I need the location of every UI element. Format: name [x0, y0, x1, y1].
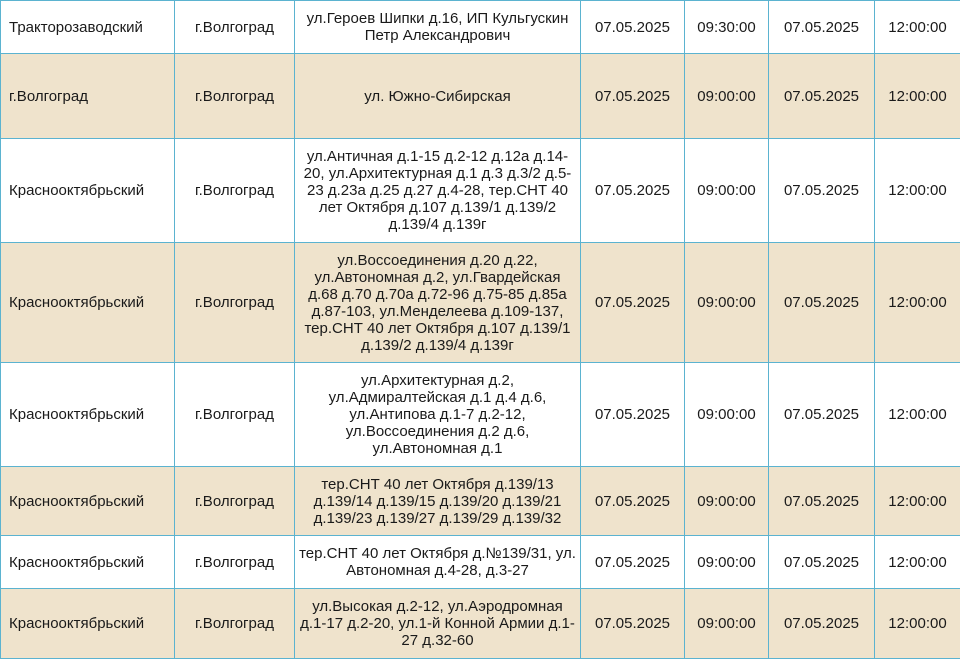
city-cell: г.Волгоград: [175, 243, 295, 363]
start-date-cell: 07.05.2025: [581, 54, 685, 139]
end-date-cell: 07.05.2025: [769, 54, 875, 139]
district-cell: Краснооктябрьский: [1, 363, 175, 467]
district-cell: Краснооктябрьский: [1, 467, 175, 536]
end-date-cell: 07.05.2025: [769, 589, 875, 659]
table-row: [1, 536, 960, 589]
table-body: [1, 1, 960, 659]
district-cell: г.Волгоград: [1, 54, 175, 139]
end-time-cell: 12:00:00: [875, 589, 960, 659]
start-time-cell: 09:30:00: [685, 1, 769, 54]
start-time-cell: 09:00:00: [685, 54, 769, 139]
end-time-cell: 12:00:00: [875, 1, 960, 54]
table-row: [1, 243, 960, 363]
city-cell: г.Волгоград: [175, 1, 295, 54]
end-time-cell: 12:00:00: [875, 363, 960, 467]
end-date-cell: 07.05.2025: [769, 243, 875, 363]
end-time-cell: 12:00:00: [875, 243, 960, 363]
start-date-cell: 07.05.2025: [581, 243, 685, 363]
start-date-cell: 07.05.2025: [581, 363, 685, 467]
address-cell: ул.Высокая д.2-12, ул.Аэродромная д.1-17 д.2-20, ул.1-й Конной Армии д.1-27 д.32-60: [295, 589, 581, 659]
address-cell: ул.Античная д.1-15 д.2-12 д.12а д.14-20, ул.Архитектурная д.1 д.3 д.3/2 д.5-23 д.23а д.25 д.27 д.4-28, тер.СНТ 40 лет Октября д.107 д.139/1 д.139/2 д.139/4 д.139г: [295, 139, 581, 243]
end-date-cell: 07.05.2025: [769, 1, 875, 54]
district-cell: Краснооктябрьский: [1, 536, 175, 589]
city-cell: г.Волгоград: [175, 536, 295, 589]
district-cell: Краснооктябрьский: [1, 589, 175, 659]
start-time-cell: 09:00:00: [685, 139, 769, 243]
table-row: [1, 589, 960, 659]
address-cell: ул. Южно-Сибирская: [295, 54, 581, 139]
district-cell: Краснооктябрьский: [1, 139, 175, 243]
start-time-cell: 09:00:00: [685, 536, 769, 589]
start-time-cell: 09:00:00: [685, 243, 769, 363]
end-time-cell: 12:00:00: [875, 467, 960, 536]
city-cell: г.Волгоград: [175, 54, 295, 139]
district-cell: Краснооктябрьский: [1, 243, 175, 363]
table-row: [1, 139, 960, 243]
end-date-cell: 07.05.2025: [769, 363, 875, 467]
start-date-cell: 07.05.2025: [581, 1, 685, 54]
address-cell: тер.СНТ 40 лет Октября д.139/13 д.139/14 д.139/15 д.139/20 д.139/21 д.139/23 д.139/27 д.139/29 д.139/32: [295, 467, 581, 536]
city-cell: г.Волгоград: [175, 139, 295, 243]
table-row: [1, 363, 960, 467]
table-row: [1, 467, 960, 536]
start-time-cell: 09:00:00: [685, 589, 769, 659]
district-cell: Тракторозаводский: [1, 1, 175, 54]
address-cell: ул.Воссоединения д.20 д.22, ул.Автономная д.2, ул.Гвардейская д.68 д.70 д.70а д.72-96 д.75-85 д.85а д.87-103, ул.Менделеева д.109-137, тер.СНТ 40 лет Октября д.107 д.139/1 д.139/2 д.139/4 д.139г: [295, 243, 581, 363]
table-row: [1, 1, 960, 54]
start-time-cell: 09:00:00: [685, 467, 769, 536]
address-cell: ул.Героев Шипки д.16, ИП Кульгускин Петр Александрович: [295, 1, 581, 54]
end-date-cell: 07.05.2025: [769, 536, 875, 589]
table-row: [1, 54, 960, 139]
start-time-cell: 09:00:00: [685, 363, 769, 467]
start-date-cell: 07.05.2025: [581, 589, 685, 659]
address-cell: тер.СНТ 40 лет Октября д.№139/31, ул. Автономная д.4-28, д.3-27: [295, 536, 581, 589]
start-date-cell: 07.05.2025: [581, 536, 685, 589]
start-date-cell: 07.05.2025: [581, 467, 685, 536]
city-cell: г.Волгоград: [175, 363, 295, 467]
city-cell: г.Волгоград: [175, 467, 295, 536]
address-cell: ул.Архитектурная д.2, ул.Адмиралтейская д.1 д.4 д.6, ул.Антипова д.1-7 д.2-12, ул.Воссоединения д.2 д.6, ул.Автономная д.1: [295, 363, 581, 467]
end-time-cell: 12:00:00: [875, 139, 960, 243]
city-cell: г.Волгоград: [175, 589, 295, 659]
start-date-cell: 07.05.2025: [581, 139, 685, 243]
end-date-cell: 07.05.2025: [769, 139, 875, 243]
end-time-cell: 12:00:00: [875, 536, 960, 589]
end-date-cell: 07.05.2025: [769, 467, 875, 536]
end-time-cell: 12:00:00: [875, 54, 960, 139]
